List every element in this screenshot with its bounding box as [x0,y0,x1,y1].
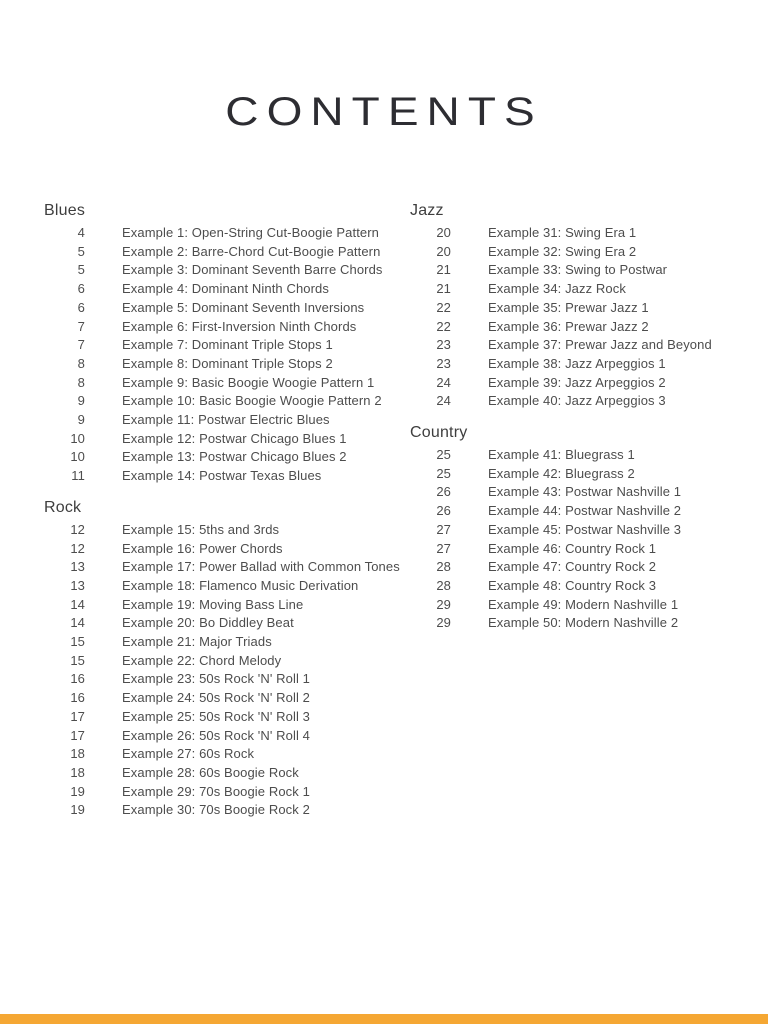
entry-title: Example 44: Postwar Nashville 2 [488,503,682,519]
entry-title: Example 36: Prewar Jazz 2 [488,318,649,334]
toc-section-blues [44,200,410,486]
entry-title: Example 19: Moving Bass Line [122,596,304,612]
entry-title: Example 14: Postwar Texas Blues [122,468,322,484]
entry-page-number: 24 [436,393,451,409]
entry-page-number: 6 [77,299,85,315]
entry-title: Example 4: Dominant Ninth Chords [122,281,329,297]
entry-title: Example 43: Postwar Nashville 1 [488,484,682,500]
entry-title: Example 3: Dominant Seventh Barre Chords [122,262,383,278]
entry-page-number: 23 [436,355,451,371]
entry-title: Example 12: Postwar Chicago Blues 1 [122,430,347,446]
entry-title: Example 32: Swing Era 2 [488,243,637,259]
toc-entry [410,318,748,337]
toc-entry [410,243,748,262]
entry-title: Example 8: Dominant Triple Stops 2 [122,355,333,371]
entry-title: Example 39: Jazz Arpeggios 2 [488,374,666,390]
toc-entry [44,801,410,820]
entry-title: Example 49: Modern Nashville 1 [488,596,679,612]
section-heading: Rock [44,498,82,516]
toc-entry [44,727,410,746]
toc-entry [410,521,748,540]
entry-title: Example 30: 70s Boogie Rock 2 [122,802,310,818]
entry-page-number: 9 [77,393,85,409]
toc-entry [410,614,748,633]
bottom-accent-bar [0,1014,768,1024]
toc-entry [44,318,410,337]
entry-title: Example 24: 50s Rock 'N' Roll 2 [122,690,310,706]
entry-title: Example 10: Basic Boogie Woogie Pattern 2 [122,393,382,409]
toc-entry [410,392,748,411]
entry-page-number: 13 [70,559,85,575]
entry-page-number: 17 [70,727,85,743]
entry-title: Example 48: Country Rock 3 [488,577,657,593]
toc-entry [44,577,410,596]
entry-page-number: 12 [70,540,85,556]
entry-title: Example 22: Chord Melody [122,652,282,668]
entry-title: Example 20: Bo Diddley Beat [122,615,294,631]
toc-entry [410,280,748,299]
toc-columns [0,200,768,831]
entry-page-number: 20 [436,243,451,259]
entry-title: Example 17: Power Ballad with Common Tones [122,559,400,575]
section-heading: Blues [44,202,86,219]
entry-page-number: 20 [436,225,451,240]
entry-page-number: 7 [77,318,85,334]
toc-entry [410,224,748,243]
entry-title: Example 40: Jazz Arpeggios 3 [488,393,666,409]
entry-page-number: 10 [70,430,85,446]
section-heading: Jazz [410,202,444,219]
toc-entry [44,708,410,727]
toc-entry [44,540,410,559]
entry-page-number: 29 [436,596,451,612]
toc-entry [410,540,748,559]
entry-page-number: 10 [70,449,85,465]
entry-title: Example 46: Country Rock 1 [488,540,657,556]
entry-page-number: 21 [436,262,451,278]
entry-page-number: 4 [77,225,85,240]
entry-title: Example 41: Bluegrass 1 [488,447,635,463]
entry-page-number: 15 [70,634,85,650]
entry-title: Example 26: 50s Rock 'N' Roll 4 [122,727,310,743]
entry-title: Example 5: Dominant Seventh Inversions [122,299,365,315]
toc-entry [44,336,410,355]
entry-title: Example 47: Country Rock 2 [488,559,657,575]
entry-page-number: 11 [71,468,85,484]
entry-title: Example 13: Postwar Chicago Blues 2 [122,449,347,465]
entry-title: Example 23: 50s Rock 'N' Roll 1 [122,671,310,687]
toc-entry [44,261,410,280]
entry-page-number: 25 [436,447,451,463]
entry-page-number: 22 [436,299,451,315]
toc-entry [44,299,410,318]
toc-entry [410,299,748,318]
toc-column-left [44,200,410,831]
entry-title: Example 33: Swing to Postwar [488,262,668,278]
toc-column-right [410,200,748,831]
entry-title: Example 15: 5ths and 3rds [122,521,280,537]
entry-page-number: 7 [77,337,85,353]
entry-title: Example 25: 50s Rock 'N' Roll 3 [122,708,310,724]
entry-title: Example 38: Jazz Arpeggios 1 [488,355,666,371]
entry-page-number: 6 [77,281,85,297]
toc-entry [44,652,410,671]
toc-entry [44,243,410,262]
toc-entry [410,502,748,521]
entry-title: Example 6: First-Inversion Ninth Chords [122,318,357,334]
entry-title: Example 45: Postwar Nashville 3 [488,521,682,537]
toc-entry [44,670,410,689]
toc-entry [410,374,748,393]
entry-title: Example 9: Basic Boogie Woogie Pattern 1 [122,374,375,390]
toc-entry [410,483,748,502]
toc-section-jazz [410,200,748,411]
toc-entry [44,614,410,633]
entry-page-number: 28 [436,577,451,593]
entry-page-number: 26 [436,503,451,519]
toc-entry [44,467,410,486]
entry-page-number: 14 [70,596,85,612]
entry-title: Example 34: Jazz Rock [488,281,626,297]
toc-entry [44,783,410,802]
entry-page-number: 9 [77,412,85,428]
toc-entry [44,521,410,540]
entry-title: Example 50: Modern Nashville 2 [488,615,679,631]
entry-page-number: 25 [436,465,451,481]
entry-page-number: 8 [77,355,85,371]
entry-page-number: 17 [70,708,85,724]
entry-page-number: 28 [436,559,451,575]
toc-entry [44,280,410,299]
page-title: CONTENTS [225,90,543,134]
entry-title: Example 28: 60s Boogie Rock [122,764,299,780]
toc-entry [410,596,748,615]
entry-title: Example 37: Prewar Jazz and Beyond [488,337,712,353]
entry-page-number: 22 [436,318,451,334]
toc-entry [410,577,748,596]
entry-page-number: 16 [70,671,85,687]
toc-entry [44,392,410,411]
entry-page-number: 19 [70,783,85,799]
entry-title: Example 1: Open-String Cut-Boogie Pattern [122,225,380,240]
toc-entry [44,745,410,764]
toc-entry [44,633,410,652]
title-area [0,0,768,136]
toc-entry [410,336,748,355]
entry-title: Example 21: Major Triads [122,634,272,650]
entry-page-number: 12 [70,521,85,537]
toc-entry [410,446,748,465]
entry-title: Example 18: Flamenco Music Derivation [122,577,359,593]
toc-section-country [410,422,748,633]
entry-page-number: 18 [70,764,85,780]
toc-entry [44,411,410,430]
toc-entry [44,355,410,374]
toc-entry [44,689,410,708]
entry-page-number: 15 [70,652,85,668]
entry-page-number: 29 [436,615,451,631]
entry-title: Example 27: 60s Rock [122,746,255,762]
entry-page-number: 27 [436,540,451,556]
entry-page-number: 23 [436,337,451,353]
entry-page-number: 19 [70,802,85,818]
section-heading: Country [410,424,468,442]
toc-entry [44,558,410,577]
toc-entry [410,261,748,280]
entry-page-number: 26 [436,484,451,500]
entry-page-number: 14 [70,615,85,631]
entry-title: Example 35: Prewar Jazz 1 [488,299,649,315]
entry-page-number: 13 [70,577,85,593]
entry-page-number: 5 [77,262,85,278]
entry-title: Example 16: Power Chords [122,540,283,556]
toc-entry [410,558,748,577]
toc-entry [410,465,748,484]
entry-title: Example 29: 70s Boogie Rock 1 [122,783,310,799]
entry-page-number: 8 [77,374,85,390]
entry-title: Example 7: Dominant Triple Stops 1 [122,337,333,353]
entry-page-number: 24 [436,374,451,390]
entry-title: Example 11: Postwar Electric Blues [122,412,330,428]
toc-entry [44,764,410,783]
entry-page-number: 18 [70,746,85,762]
entry-title: Example 2: Barre-Chord Cut-Boogie Pattern [122,243,381,259]
entry-page-number: 5 [77,243,85,259]
toc-entry [410,355,748,374]
toc-entry [44,430,410,449]
toc-entry [44,448,410,467]
entry-page-number: 21 [436,281,451,297]
entry-title: Example 31: Swing Era 1 [488,225,637,240]
toc-entry [44,224,410,243]
entry-page-number: 16 [70,690,85,706]
entry-title: Example 42: Bluegrass 2 [488,465,635,481]
toc-section-rock [44,497,410,820]
toc-entry [44,374,410,393]
entry-page-number: 27 [436,521,451,537]
toc-entry [44,596,410,615]
